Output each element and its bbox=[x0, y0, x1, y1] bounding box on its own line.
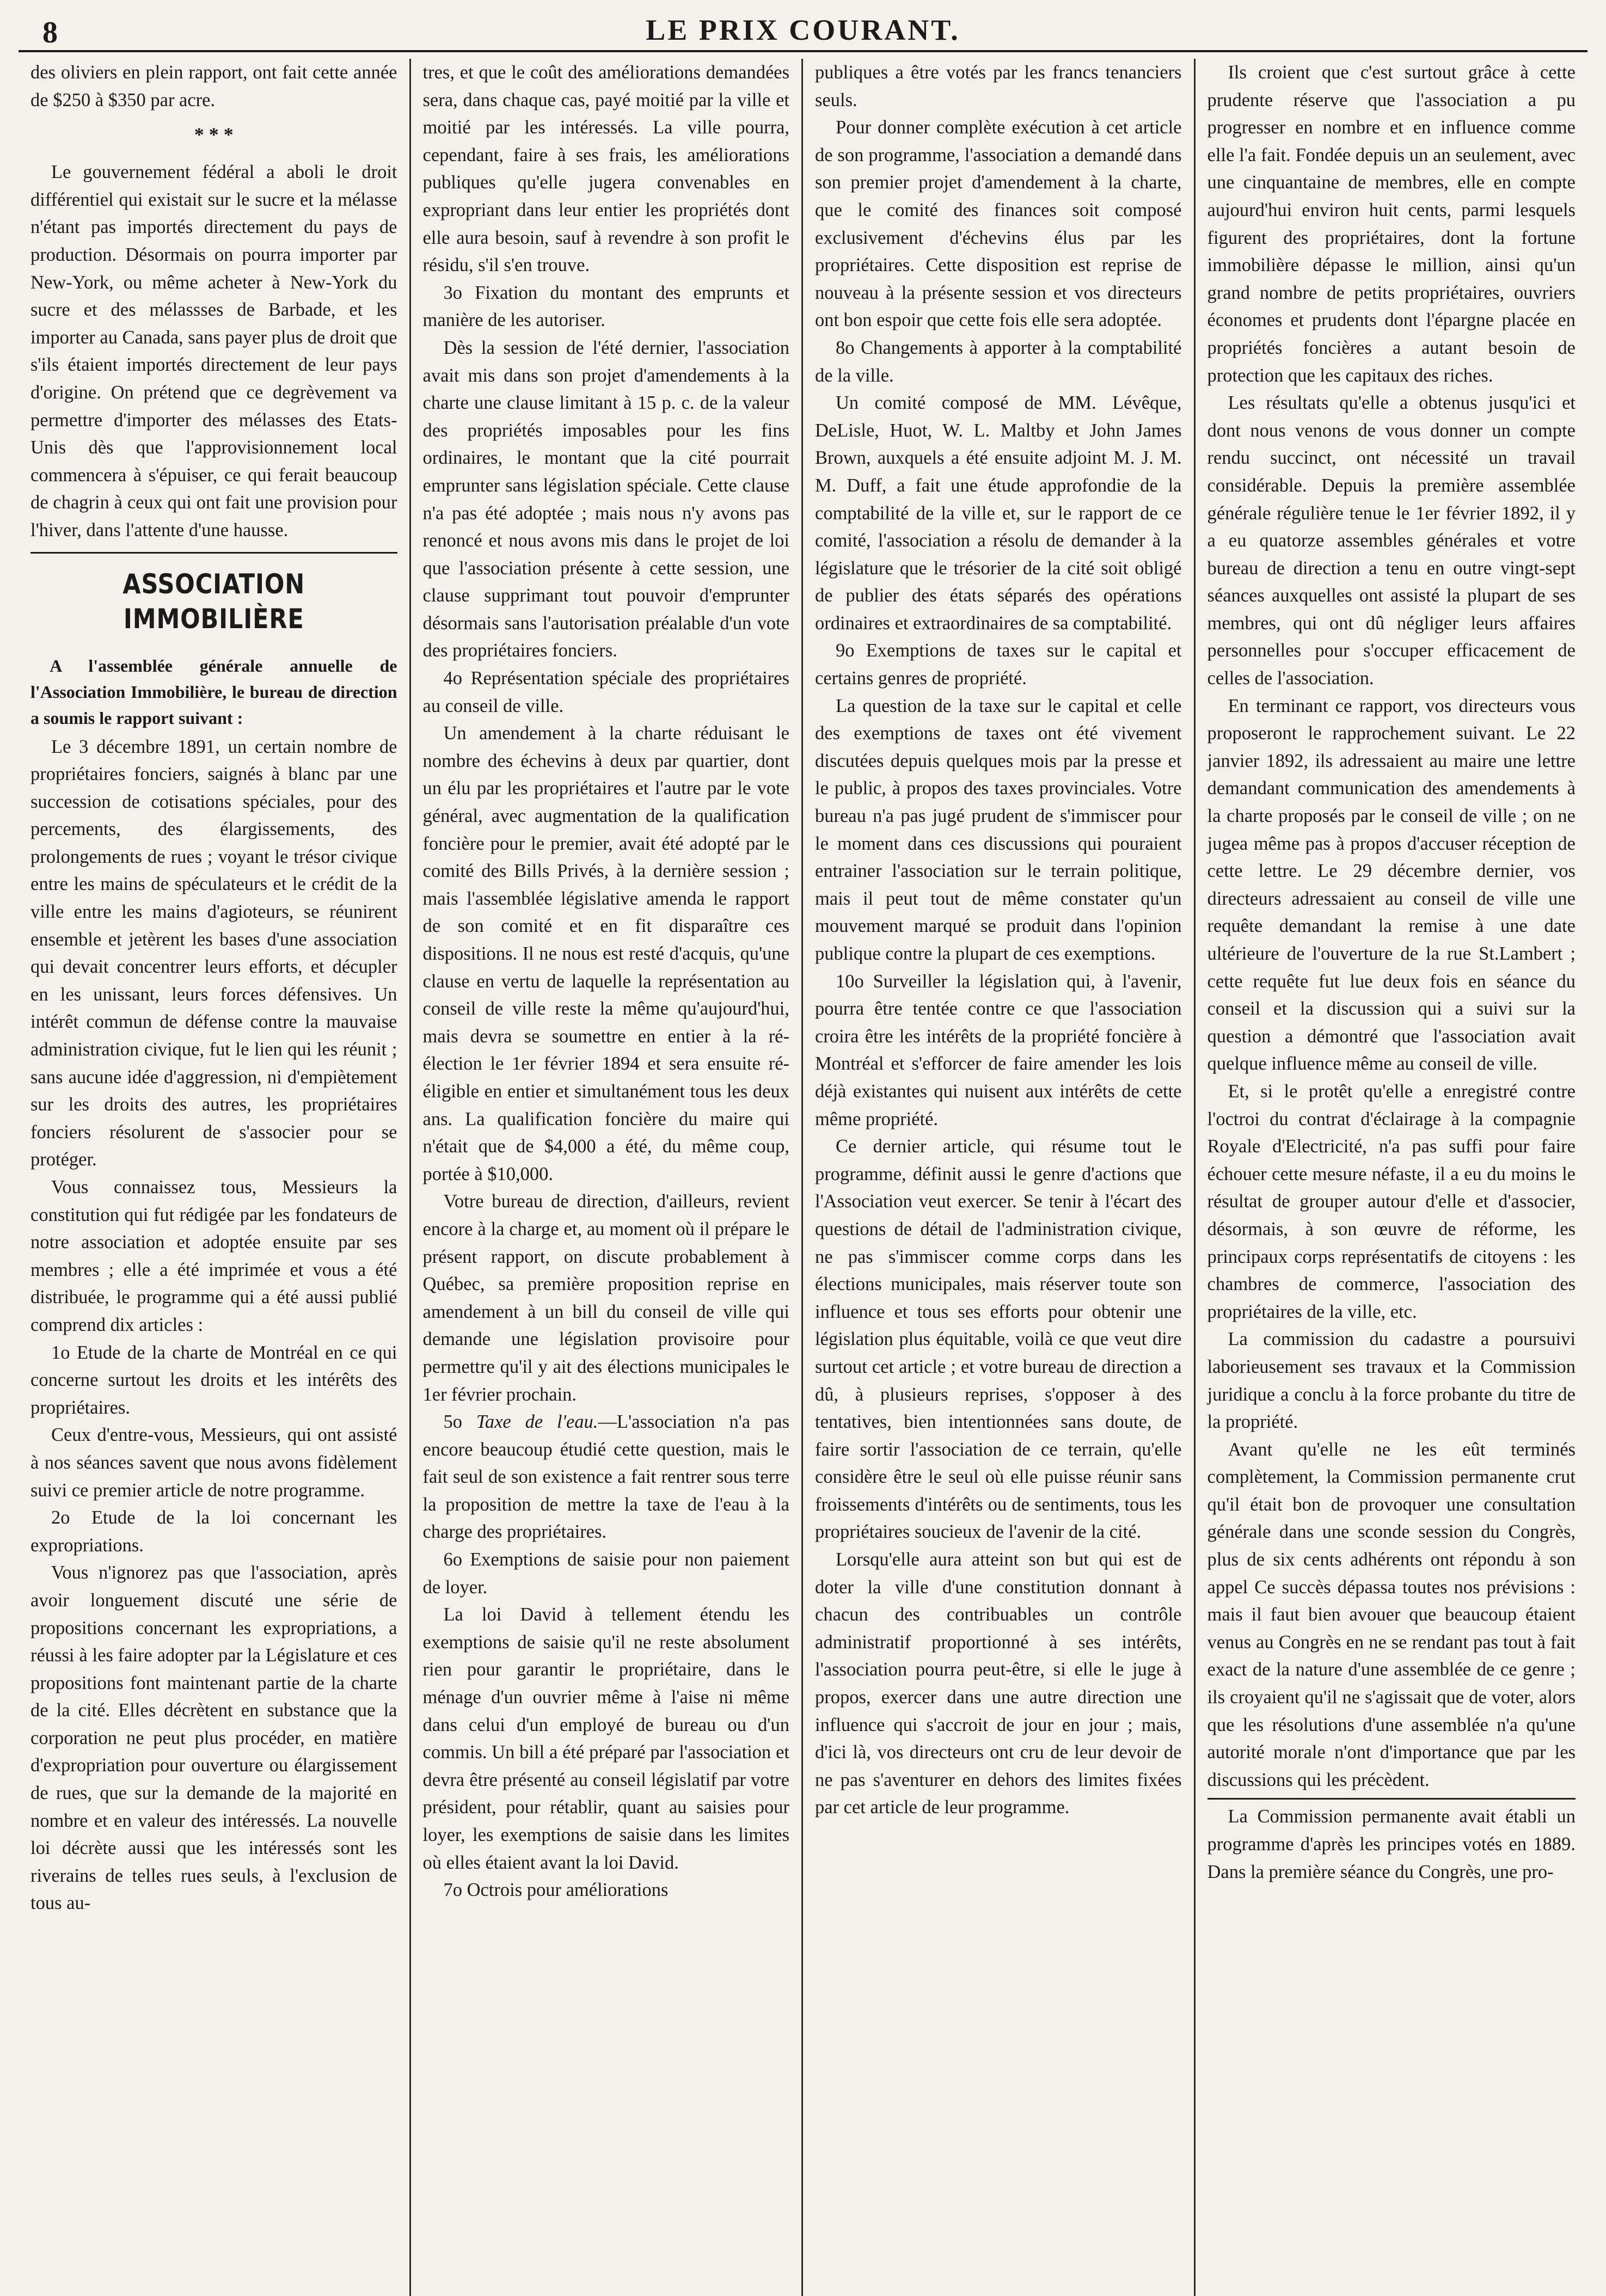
paragraph: Pour donner complète exécution à cet article de son programme, l'association a demandé dans son premier projet d'amendement à la charte, que le comité des finances soit composé exclusivement d'échevins élus par les propriétaires. Cette disposition est reprise de nouveau à la présente session et vos directeurs ont bon espoir que cette fois elle sera adoptée. bbox=[815, 117, 1182, 331]
journal-title: LE PRIX COURANT. bbox=[646, 14, 960, 46]
page-number: 8 bbox=[42, 16, 58, 50]
paragraph: Ce dernier article, qui résume tout le programme, définit aussi le genre d'actions que l'Association veut exercer. Se tenir à l'écart des questions de détail de l'administration civique, ne pas s'immiscer comme corps dans les élections municipales, mais réserver toute son influence et tous ses efforts pour obtenir une législation plus équitable, voilà ce que veut dire surtout cet article ; et votre bureau de direction a dû, à plusieurs reprises, s'opposer à des tentatives, bien intentionnées sans doute, de faire sortir l'association de ce terrain, qu'elle considère être le seul où elle puisse réunir sans froissements d'intérêts ou de sentiments, tous les propriétaires soucieux de l'avenir de la cité. bbox=[815, 1136, 1182, 1543]
paragraph: Ils croient que c'est surtout grâce à cette prudente réserve que l'association a pu progresser en nombre et en influence comme elle l'a fait. Fondée depuis un an seulement, avec une cinquantaine de membres, elle en compte aujourd'hui environ huit cents, parmi lesquels figurent des propriétaires, dont la fortune immobilière dépasse le million, ainsi qu'un grand nombre de petits propriétaires, ouvriers économes et prudents dont l'épargne placée en propriétés foncières a autant besoin de protection que les capitaux des riches. bbox=[1207, 62, 1576, 386]
paragraph: Et, si le protêt qu'elle a enregistré contre l'octroi du contrat d'éclairage à la compagnie Royale d'Electricité, n'a pas suffi pour faire échouer cette mesure néfaste, il a eu du moins le résultat de grouper autour d'elle et d'associer, désormais, à son œuvre de réforme, les principaux corps représentatifs de citoyens : les chambres de commerce, l'association des propriétaires de la ville, etc. bbox=[1207, 1081, 1576, 1322]
paragraph: La question de la taxe sur le capital et celle des exemptions de taxes ont été vivement discutées depuis quelques mois par la presse et le public, à propos des taxes provinciales. Votre bureau n'a pas jugé prudent de s'immiscer pour le moment dans ces discussions qui pouraient entrainer l'association sur le terrain politique, mais il peut tout de même constater qu'un mouvement marqué se produit dans l'opinion publique contre la plupart de ces exemptions. bbox=[815, 695, 1182, 964]
paragraph: 10o Surveiller la législation qui, à l'avenir, pourra être tentée contre ce que l'association croira être les intérêts de la propriété foncière à Montréal et s'efforcer de faire amender les lois déjà existantes qui nuisent aux intérêts de cette même propriété. bbox=[815, 971, 1182, 1129]
paragraph: Votre bureau de direction, d'ailleurs, revient encore à la charge et, au moment où il prépare le présent rapport, on discute probablement à Québec, sa première proposition reprise en amendement à un bill du conseil de ville qui demande une législation provisoire pour permettre qu'il y ait des élections municipales le 1er février prochain. bbox=[422, 1191, 789, 1405]
paragraph: En terminant ce rapport, vos directeurs vous proposeront le rapprochement suivant. Le 22 janvier 1892, ils adressaient au maire une lettre demandant communication des amendements à la charte proposés par le conseil de ville ; on ne jugea même pas à propos d'accuser réception de cette lettre. Le 29 décembre dernier, vos directeurs adressaient au conseil de ville une requête demandant la remise à une date ultérieure de l'ouverture de la rue St.Lambert ; cette requête fut lue deux fois en séance du conseil et la discussion qui a suivi sur la question a démontré que l'association avait quelque influence même au conseil de ville. bbox=[1207, 695, 1576, 1075]
item-text: —L'association n'a pas encore beaucoup étudié cette question, mais le fait seul de son existence a fait rentrer sous terre la proposition de mettre la taxe de l'eau à la charge des propriétaires. bbox=[422, 1411, 789, 1543]
paragraph bbox=[423, 1408, 790, 1546]
paragraph: 8o Changements à apporter à la comptabilité de la ville. bbox=[815, 337, 1182, 386]
article-title: ASSOCIATION IMMOBILIÈRE bbox=[122, 568, 305, 635]
paragraph: 9o Exemptions de taxes sur le capital et certains genres de propriété. bbox=[815, 640, 1182, 689]
paragraph: 7o Octrois pour améliorations bbox=[443, 1880, 669, 1901]
paragraph: Les résultats qu'elle a obtenus jusqu'ici et dont nous venons de vous donner un compte rendu succinct, ont nécessité un travail considérable. Depuis la première assemblée générale régulière tenue le 1er février 1892, il y a eu quatorze assembles générales et votre bureau de direction a tenu en outre vingt-sept séances auxquelles ont assisté la plupart de ses membres, qui ont dû négliger leurs affaires personnelles pour s'occuper efficacement de celles de l'association. bbox=[1207, 392, 1576, 689]
item-number: 5o bbox=[443, 1411, 476, 1433]
paragraph: 4o Représentation spéciale des propriétaires au conseil de ville. bbox=[422, 668, 789, 716]
paragraph: Un amendement à la charte réduisant le nombre des échevins à deux par quartier, dont un élu par les propriétaires et l'autre par le vote général, avec augmentation de la qualification foncière pour le premier, avait été adopté par le comité des Bills Privés, à la dernière session ; mais l'assemblée législative amenda le rapport de son comité et en fit disparaître ces dispositions. Il ne nous est resté d'acquis, qu'une clause en vertu de laquelle la représentation au conseil de ville reste la même qu'aujourd'hui, mais devra se soumettre en entier à la ré-élection le 1er février 1894 et sera ensuite ré-éligible en entier et simultanément tous les deux ans. La qualification foncière du maire qui n'était que de $4,000 a été, du même coup, portée à $10,000. bbox=[422, 723, 789, 1184]
paragraph: Le 3 décembre 1891, un certain nombre de propriétaires fonciers, saignés à blanc par une succession de cotisations spéciales, pour des percements, des élargissements, des prolongements de rues ; voyant le trésor civique entre les mains de spéculateurs et le crédit de la ville entre les mains d'agioteurs, se réunirent ensemble et jetèrent les bases d'une association qui devait concentrer leurs efforts, et décupler en les unissant, leurs forces défensives. Un intérêt commun de défense contre la mauvaise administration civique, fut le lien qui les réunit ; sans aucune idée d'aggression, ni d'empiètement sur les droits des autres, les propriétaires fonciers résolurent de s'associer pour se protéger. bbox=[30, 736, 397, 1170]
paragraph: La loi David à tellement étendu les exemptions de saisie qu'il ne reste absolument rien pour garantir le propriétaire, dans le ménage d'un ouvrier même à l'aise ni même dans celui d'un employé de bureau ou d'un commis. Un bill a été préparé par l'association et devra être présenté au conseil législatif par votre président, pour rétablir, quant au saisies pour loyer, les exemptions de saisie dans les limites où elles étaient avant la loi David. bbox=[422, 1604, 789, 1873]
paragraph: Vous connaissez tous, Messieurs la constitution qui fut rédigée par les fondateurs de notre association et adoptée ensuite par ses membres ; elle a été imprimée et vous a été distribuée, le programme qui a été aussi publié comprend dix articles : bbox=[30, 1177, 397, 1335]
paragraph: Lorsqu'elle aura atteint son but qui est de doter la ville d'une constitution donnant à chacun des contribuables un contrôle administratif proportionné à ses intérêts, l'association pourra peut-être, si elle le juge à propos, exercer dans une autre direction une influence qui s'accroit de jour en jour ; mais, d'ici là, vos directeurs ont cru de leur devoir de ne pas s'aventurer en dehors des limites fixées par cet article de leur programme. bbox=[815, 1549, 1182, 1818]
masthead bbox=[19, 10, 1587, 52]
paragraph: Un comité composé de MM. Lévêque, DeLisle, Huot, W. L. Maltby et John James Brown, auxquels a été ensuite adjoint M. J. M. M. Duff, a fait une étude approfondie de la comptabilité de la ville et, sur le rapport de ce comité, l'association a résolu de demander à la législature que le trésorier de la cité soit obligé de publier des états séparés des opérations ordinaires et extraordinaires de sa comptabilité. bbox=[815, 392, 1182, 634]
column-2 bbox=[411, 59, 804, 2296]
paragraph: La Commission permanente avait établi un programme d'après les principes votés en 1889. Dans la première séance du Congrès, une pro- bbox=[1207, 1806, 1576, 1882]
paragraph: 1o Etude de la charte de Montréal en ce qui concerne surtout les droits et les intérêts des propriétaires. bbox=[30, 1342, 397, 1418]
paragraph: Vous n'ignorez pas que l'association, après avoir longuement discuté une série de propositions concernant les expropriations, a réussi à les faire adopter par la Législature et ces propositions font maintenant partie de la charte de la cité. Elles décrètent en substance que la corporation ne peut plus procéder, en matière d'expropriation pour ouverture ou élargissement de rues, que sur la demande de la majorité en nombre et en valeur des intéressés. La nouvelle loi décrète aussi que les intéressés sont les riverains de telles rues seuls, à l'exclusion de tous au- bbox=[30, 1562, 397, 1914]
column-1 bbox=[19, 59, 411, 2296]
item-heading: Taxe de l'eau. bbox=[476, 1411, 598, 1433]
paragraph: Avant qu'elle ne les eût terminés complètement, la Commission permanente crut qu'il était bon de provoquer une consultation générale dans une sconde session du Congrès, plus de six cents adhérents ont répondu à son appel Ce succès dépassa toutes nos prévisions : mais il faut bien avouer que beaucoup étaient venus au Congrès en ne se rendant pas tout à fait exact de la nature d'une assemblée de ce genre ; ils croyaient qu'il ne s'agissait que de voter, alors que les résolutions d'une assemblée n'a qu'une autorité morale n'ont d'importance que par les discussions qui les précèdent. bbox=[1207, 1439, 1576, 1790]
paragraph: 6o Exemptions de saisie pour non paiement de loyer. bbox=[422, 1549, 789, 1598]
article-intro: A l'assemblée générale annuelle de l'Association Immobilière, le bureau de direction a soumis le rapport suivant : bbox=[30, 655, 397, 728]
text-columns bbox=[19, 59, 1587, 2296]
section-rule bbox=[30, 552, 397, 554]
column-4 bbox=[1196, 59, 1588, 2296]
paragraph-rule bbox=[1207, 1798, 1576, 1800]
paragraph: 3o Fixation du montant des emprunts et manière de les autoriser. bbox=[422, 282, 789, 331]
section-separator-stars: * * * bbox=[194, 124, 234, 146]
paragraph: La commission du cadastre a poursuivi laborieusement ses travaux et la Commission juridique a conclu à la force probante du titre de la propriété. bbox=[1207, 1329, 1576, 1433]
paragraph: publiques a être votés par les francs tenanciers seuls. bbox=[815, 62, 1182, 110]
paragraph: Ceux d'entre-vous, Messieurs, qui ont assisté à nos séances savent que nous avons fidèlement suivi ce premier article de notre programme. bbox=[30, 1425, 397, 1501]
paragraph: des oliviers en plein rapport, ont fait cette année de $250 à $350 par acre. bbox=[30, 62, 397, 110]
column-3 bbox=[803, 59, 1196, 2296]
paragraph: tres, et que le coût des améliorations demandées sera, dans chaque cas, payé moitié par la ville et moitié par les intéressés. La ville pourra, cependant, faire à ses frais, les améliorations publiques qu'elle jugera convenables en expropriant dans leur entier les propriétés dont elle aura besoin, sauf à revendre à son profit le résidu, s'il s'en trouve. bbox=[422, 62, 789, 276]
paragraph: Le gouvernement fédéral a aboli le droit différentiel qui existait sur le sucre et la mélasse n'étant pas importés directement du pays de production. Désormais on pourra importer par New-York, ou même acheter à New-York du sucre et des mélassses de Barbade, et les importer au Canada, sans payer plus de droit que s'ils étaient importés directement de leur pays d'origine. On prétend que ce degrèvement va permettre d'importer des mélasses des Etats-Unis dès que l'approvisionnement local commencera à s'épuiser, ce qui ferait beaucoup de chagrin à ceux qui ont fait une provision pour l'hiver, dans l'attente d'une hausse. bbox=[30, 162, 397, 541]
paragraph: Dès la session de l'été dernier, l'association avait mis dans son projet d'amendements à la charte une clause limitant à 15 p. c. de la valeur des propriétés imposables pour les fins ordinaires, le montant que la cité pourrait emprunter sans législation spéciale. Cette clause n'a pas été adoptée ; mais nous n'y avons pas renoncé et nous avons mis dans le projet de loi que l'association présente à cette session, une clause supprimant tout pouvoir d'emprunter désormais sans l'autorisation préalable d'un vote des propriétaires fonciers. bbox=[422, 337, 789, 661]
paragraph: 2o Etude de la loi concernant les expropriations. bbox=[30, 1507, 397, 1556]
